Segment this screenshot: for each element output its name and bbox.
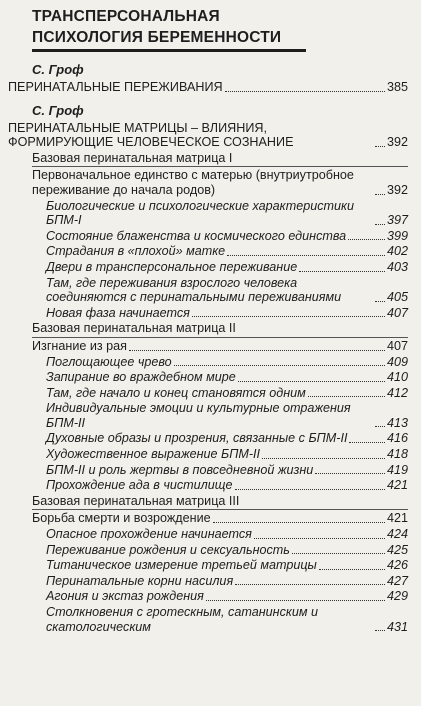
sub-entry bbox=[46, 589, 408, 604]
sub-title: Перинатальные корни насилия bbox=[46, 573, 234, 588]
dot-leader bbox=[319, 569, 385, 570]
dot-leader bbox=[375, 630, 385, 631]
page-number: 418 bbox=[386, 447, 408, 462]
dot-leader bbox=[308, 396, 385, 397]
sub-title: Опасное прохождение начинается bbox=[46, 527, 252, 542]
sub-entry bbox=[46, 558, 408, 573]
section-title bbox=[32, 6, 408, 48]
dot-leader bbox=[227, 255, 385, 256]
chapter-entry bbox=[32, 511, 408, 526]
dot-leader bbox=[375, 224, 385, 225]
dot-leader bbox=[235, 489, 385, 490]
sub-entry bbox=[46, 605, 408, 634]
sub-title: БПМ-II и роль жертвы в повседневной жизни bbox=[46, 462, 314, 477]
sub-title: Там, где начало и конец становятся одним bbox=[46, 385, 306, 400]
sub-title: Двери в трансперсональное переживание bbox=[46, 259, 298, 274]
page-number: 399 bbox=[386, 228, 408, 243]
page-number: 397 bbox=[386, 213, 408, 228]
sub-entry bbox=[46, 463, 408, 478]
dot-leader bbox=[292, 553, 385, 554]
page-number: 416 bbox=[386, 431, 408, 446]
sub-title: Прохождение ада в чистилище bbox=[46, 478, 233, 493]
page-number: 405 bbox=[386, 290, 408, 305]
page-number: 407 bbox=[386, 305, 408, 320]
sub-title: Титаническое измерение третьей матрицы bbox=[46, 558, 317, 573]
page-number: 413 bbox=[386, 415, 408, 430]
section-title-underline bbox=[32, 49, 306, 52]
dot-leader bbox=[299, 271, 385, 272]
toc-entry bbox=[8, 121, 408, 150]
page-number: 419 bbox=[386, 462, 408, 477]
article-title: ПЕРИНАТАЛЬНЫЕ ПЕРЕЖИВАНИЯ bbox=[8, 80, 223, 94]
sub-entry bbox=[46, 276, 408, 305]
article-title: ПЕРИНАТАЛЬНЫЕ МАТРИЦЫ – ВЛИЯНИЯ, ФОРМИРУЮЩИЕ ЧЕЛОВЕЧЕСКОЕ СОЗНАНИЕ bbox=[8, 120, 294, 150]
page-number: 385 bbox=[386, 80, 408, 94]
dot-leader bbox=[375, 146, 385, 147]
dot-leader bbox=[375, 194, 385, 195]
chapter-title: Борьба смерти и возрождение bbox=[32, 511, 211, 526]
page-number: 392 bbox=[386, 182, 408, 197]
sub-entry bbox=[46, 543, 408, 558]
page-number: 421 bbox=[386, 511, 408, 526]
page-number: 403 bbox=[386, 259, 408, 274]
article-perinatal-matrices bbox=[8, 103, 408, 635]
sub-title: Духовные образы и прозрения, связанные с БПМ-II bbox=[46, 431, 348, 446]
dot-leader bbox=[349, 442, 385, 443]
sub-entry bbox=[46, 431, 408, 446]
dot-leader bbox=[213, 522, 385, 523]
sub-entry bbox=[46, 306, 408, 321]
page-number: 407 bbox=[386, 338, 408, 353]
toc-page bbox=[0, 6, 421, 706]
dot-leader bbox=[238, 381, 385, 382]
matrix-heading: Базовая перинатальная матрица III bbox=[32, 494, 408, 511]
dot-leader bbox=[192, 316, 385, 317]
dot-leader bbox=[129, 350, 385, 351]
page-number: 431 bbox=[386, 619, 408, 634]
sub-title: Индивидуальные эмоции и культурные отражения БПМ-II bbox=[46, 401, 351, 430]
dot-leader bbox=[206, 600, 385, 601]
page-number: 402 bbox=[386, 244, 408, 259]
dot-leader bbox=[225, 91, 385, 92]
sub-entry bbox=[46, 574, 408, 589]
sub-entry bbox=[46, 447, 408, 462]
page-number: 392 bbox=[386, 135, 408, 150]
toc-entry bbox=[8, 80, 408, 95]
sub-title: Запирание во враждебном мире bbox=[46, 370, 236, 385]
page-number: 426 bbox=[386, 558, 408, 573]
dot-leader bbox=[375, 426, 385, 427]
chapter-entry bbox=[32, 339, 408, 354]
dot-leader bbox=[235, 584, 385, 585]
dot-leader bbox=[375, 301, 385, 302]
sub-title: Столкновения с гротескным, сатанинским и скатологическим bbox=[46, 605, 318, 634]
sub-entry bbox=[46, 355, 408, 370]
sub-entry bbox=[46, 386, 408, 401]
matrix-heading: Базовая перинатальная матрица I bbox=[32, 151, 408, 168]
dot-leader bbox=[262, 458, 385, 459]
sub-entry bbox=[46, 260, 408, 275]
sub-title: Страдания в «плохой» матке bbox=[46, 244, 226, 259]
page-number: 421 bbox=[386, 478, 408, 493]
page-number: 429 bbox=[386, 589, 408, 604]
chapter-title: Изгнание из рая bbox=[32, 338, 128, 353]
sub-entry bbox=[46, 478, 408, 493]
section-title-line-1: ТРАНСПЕРСОНАЛЬНАЯ bbox=[32, 8, 220, 25]
sub-title: Художественное выражение БПМ-II bbox=[46, 447, 261, 462]
sub-entry bbox=[46, 244, 408, 259]
page-number: 425 bbox=[386, 542, 408, 557]
sub-entry bbox=[46, 199, 408, 228]
page-number: 409 bbox=[386, 354, 408, 369]
page-number: 427 bbox=[386, 573, 408, 588]
page-number: 424 bbox=[386, 527, 408, 542]
sub-entry bbox=[46, 401, 408, 430]
sub-title: Новая фаза начинается bbox=[46, 305, 190, 320]
sub-title: Там, где переживания взрослого человека соединяются с перинатальными переживаниями bbox=[46, 275, 342, 305]
dot-leader bbox=[254, 538, 385, 539]
page-number: 412 bbox=[386, 385, 408, 400]
dot-leader bbox=[174, 365, 385, 366]
sub-title: Состояние блаженства и космического единства bbox=[46, 228, 347, 243]
chapter-title: Первоначальное единство с матерью (внутриутробное переживание до начала родов) bbox=[32, 168, 354, 197]
sub-entry bbox=[46, 370, 408, 385]
matrix-heading: Базовая перинатальная матрица II bbox=[32, 321, 408, 338]
dot-leader bbox=[315, 473, 385, 474]
sub-entry bbox=[46, 229, 408, 244]
page-number: 410 bbox=[386, 370, 408, 385]
article-author: С. Гроф bbox=[32, 102, 84, 118]
sub-title: Агония и экстаз рождения bbox=[46, 589, 204, 604]
chapter-entry bbox=[32, 168, 408, 197]
sub-title: Поглощающее чрево bbox=[46, 354, 172, 369]
article-author: С. Гроф bbox=[32, 62, 84, 77]
article-perinatal-experiences bbox=[8, 62, 408, 95]
sub-entry bbox=[46, 527, 408, 542]
sub-title: Биологические и психологические характеристики БПМ-I bbox=[46, 198, 354, 228]
dot-leader bbox=[348, 239, 385, 240]
section-title-line-2: ПСИХОЛОГИЯ БЕРЕМЕННОСТИ bbox=[32, 29, 282, 46]
sub-title: Переживание рождения и сексуальность bbox=[46, 542, 290, 557]
